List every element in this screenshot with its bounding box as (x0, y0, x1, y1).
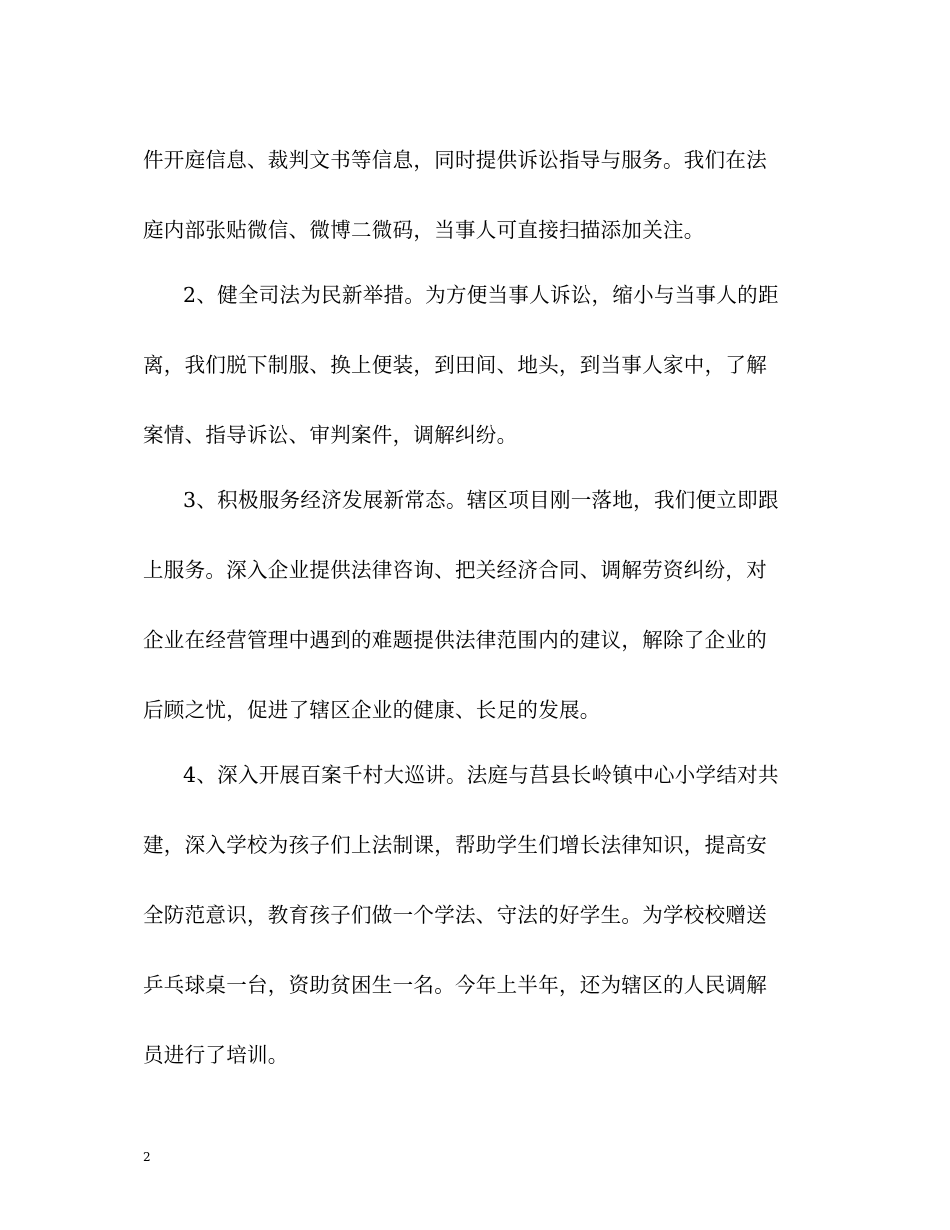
paragraph-start-line: 4、深入开展百案千村大巡讲。法庭与莒县长岭镇中心小学结对共 (183, 763, 779, 787)
text-line: 员进行了培训。 (143, 1043, 289, 1067)
text-line: 建，深入学校为孩子们上法制课，帮助学生们增长法律知识，提高安 (143, 833, 767, 857)
text-line: 离，我们脱下制服、换上便装，到田间、地头，到当事人家中，了解 (143, 353, 767, 377)
page-number: 2 (143, 1150, 151, 1164)
text-line: 上服务。深入企业提供法律咨询、把关经济合同、调解劳资纠纷，对 (143, 558, 767, 582)
text-line: 企业在经营管理中遇到的难题提供法律范围内的建议，解除了企业的 (143, 628, 767, 652)
paragraph-start-line: 2、健全司法为民新举措。为方便当事人诉讼，缩小与当事人的距 (183, 283, 779, 307)
text-line: 乒乓球桌一台，资助贫困生一名。今年上半年，还为辖区的人民调解 (143, 973, 767, 997)
text-line: 庭内部张贴微信、微博二微码，当事人可直接扫描添加关注。 (143, 218, 705, 242)
text-line: 件开庭信息、裁判文书等信息，同时提供诉讼指导与服务。我们在法 (143, 148, 767, 172)
text-line: 全防范意识，教育孩子们做一个学法、守法的好学生。为学校校赠送 (143, 903, 767, 927)
text-line: 案情、指导诉讼、审判案件，调解纠纷。 (143, 423, 518, 447)
text-line: 后顾之忧，促进了辖区企业的健康、长足的发展。 (143, 698, 601, 722)
paragraph-start-line: 3、积极服务经济发展新常态。辖区项目刚一落地，我们便立即跟 (183, 488, 779, 512)
